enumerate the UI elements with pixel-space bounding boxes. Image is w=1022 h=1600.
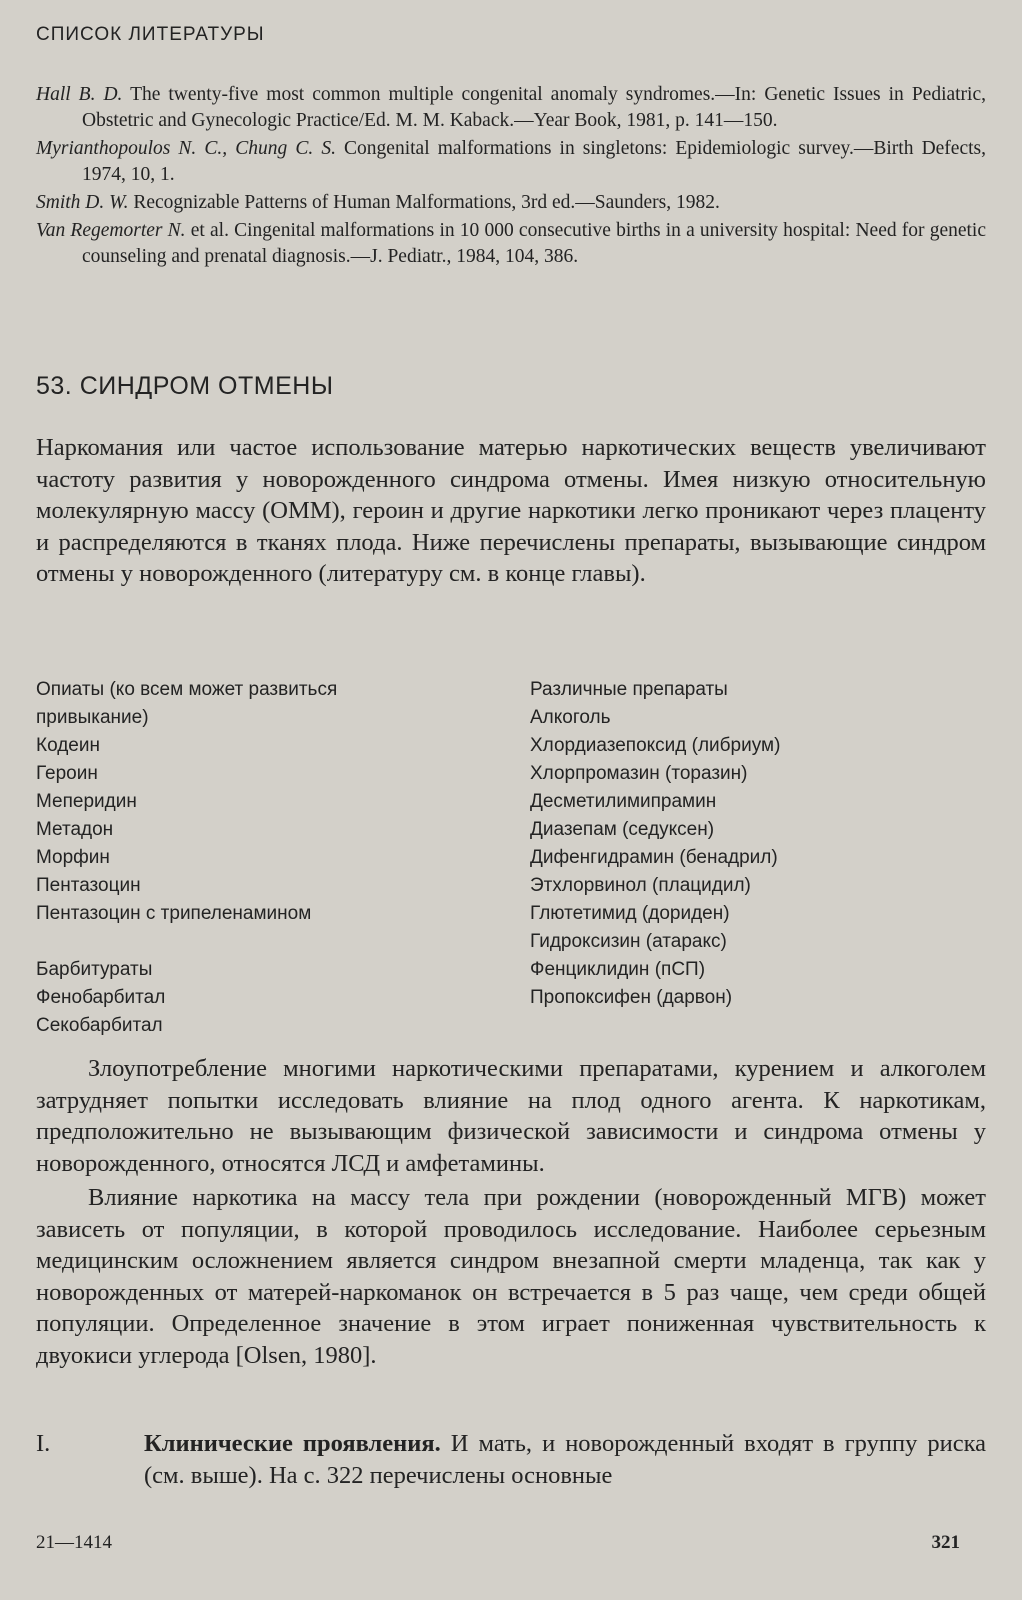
drug-item: Хлорпромазин (торазин) — [530, 763, 748, 784]
reference-list — [36, 82, 986, 272]
reference-authors: Hall B. D. — [36, 84, 123, 105]
drug-item: Дифенгидрамин (бенадрил) — [530, 847, 778, 868]
drug-list-left — [36, 676, 486, 1040]
barbiturates-heading: Барбитураты — [36, 959, 153, 980]
drug-item: Хлордиазепоксид (либриум) — [530, 735, 781, 756]
drug-item: Пропоксифен (дарвон) — [530, 987, 733, 1008]
clinical-text — [144, 1428, 986, 1491]
drug-item: Метадон — [36, 819, 114, 840]
reference-authors: Myrianthopoulos N. C., Chung C. S. — [36, 138, 336, 159]
reference-item — [36, 136, 986, 188]
drug-item: Этхлорвинол (плацидил) — [530, 875, 751, 896]
drug-list-right — [530, 676, 990, 1012]
section-number: I. — [36, 1430, 51, 1457]
drug-item: Героин — [36, 763, 98, 784]
spacer — [36, 928, 486, 956]
drug-item: Десметилимипрамин — [530, 791, 717, 812]
clinical-section — [36, 1428, 986, 1491]
drug-item: Фенобарбитал — [36, 987, 166, 1008]
clinical-body: И мать, и новорожденный входят в группу риска (см. выше). На с. 322 перечислены основные — [144, 1430, 986, 1489]
section-title: 53. СИНДРОМ ОТМЕНЫ — [36, 372, 334, 400]
drug-item: Диазепам (седуксен) — [530, 819, 715, 840]
drug-item: Меперидин — [36, 791, 137, 812]
drug-item: Кодеин — [36, 735, 100, 756]
misc-drugs-heading: Различные препараты — [530, 679, 728, 700]
reference-text: Congenital malformations in singletons: Epidemiologic survey.—Birth Defects, 1974, 10, 1. — [82, 138, 986, 185]
reference-text: The twenty-five most common multiple congenital anomaly syndromes.—In: Genetic Issues in Pediatric, Obstetric and Gynecologic Practice/Ed. M. M. Kaback.—Year Book, 1981, p. 141—150. — [82, 84, 986, 131]
body-text — [36, 1053, 986, 1374]
reference-authors: Smith D. W. — [36, 192, 129, 213]
signature-mark: 21—1414 — [36, 1532, 112, 1553]
body-paragraph: Злоупотребление многими наркотическими препаратами, курением и алкоголем затрудняет попытки исследовать влияние на плод одного агента. К наркотикам, предположительно не вызывающим физической зависимости и синдрома отмены у новорожденного, относятся ЛСД и амфетамины. — [36, 1055, 986, 1177]
drug-item: Секобарбитал — [36, 1015, 163, 1036]
drug-item: Гидроксизин (атаракс) — [530, 931, 727, 952]
opiates-heading: Опиаты (ко всем может развиться — [36, 679, 338, 700]
running-head: СПИСОК ЛИТЕРАТУРЫ — [36, 24, 265, 45]
body-paragraph: Влияние наркотика на массу тела при рождении (новорожденный МГВ) может зависеть от популяции, в которой проводилось исследование. Наиболее серьезным медицинским осложнением является синдром внезапной смерти младенца, так как у новорожденных от матерей-наркоманок он встречается в 5 раз чаще, чем среди общей популяции. Определенное значение в этом играет пониженная чувствительность к двуокиси углерода [Olsen, 1980]. — [36, 1184, 986, 1369]
drug-item: Морфин — [36, 847, 110, 868]
page-number: 321 — [931, 1532, 960, 1553]
reference-text: Recognizable Patterns of Human Malformations, 3rd ed.—Saunders, 1982. — [128, 192, 720, 213]
drug-item: Глютетимид (дориден) — [530, 903, 730, 924]
reference-item — [36, 82, 986, 134]
drug-item: Пентазоцин с трипеленамином — [36, 903, 312, 924]
drug-item: Пентазоцин — [36, 875, 141, 896]
opiates-heading-cont: привыкание) — [36, 707, 149, 728]
intro-paragraph: Наркомания или частое использование матерью наркотических веществ увеличивают частоту развития у новорожденного синдрома отмены. Имея низкую относительную молекулярную массу (ОММ), героин и другие наркотики легко проникают через плаценту и распределяются в тканях плода. Ниже перечислены препараты, вызывающие синдром отмены у новорожденного (литературу см. в конце главы). — [36, 434, 986, 587]
reference-text: et al. Cingenital malformations in 10 000 consecutive births in a university hospital: Need for genetic counseling and prenatal diagnosis.—J. Pediatr., 1984, 104, 386. — [82, 220, 986, 267]
drug-item: Алкоголь — [530, 707, 611, 728]
reference-item — [36, 218, 986, 270]
reference-authors: Van Regemorter N. — [36, 220, 186, 241]
clinical-heading: Клинические проявления. — [144, 1430, 441, 1457]
reference-item — [36, 190, 986, 216]
drug-item: Фенциклидин (пСП) — [530, 959, 706, 980]
